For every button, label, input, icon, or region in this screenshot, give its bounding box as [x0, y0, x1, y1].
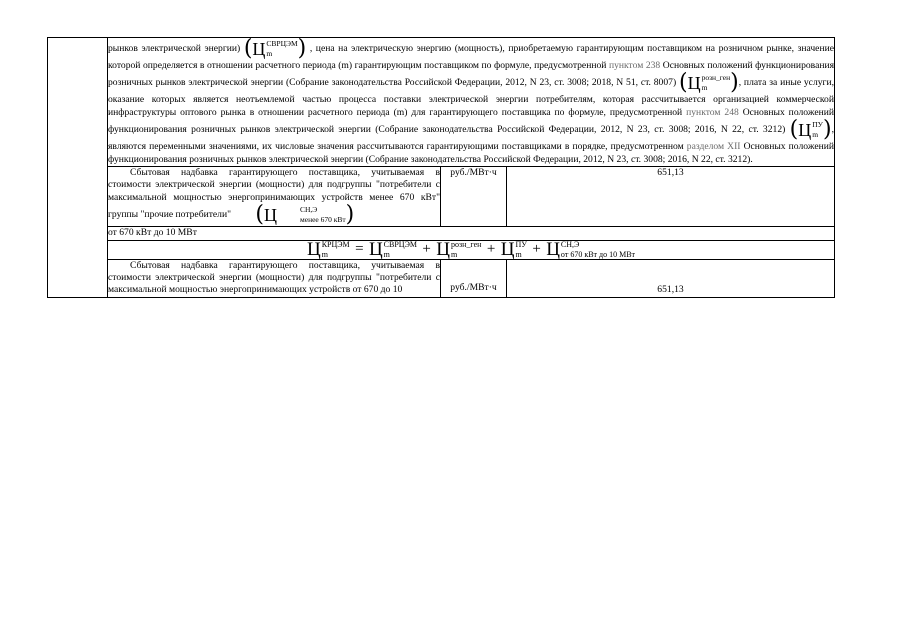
row1-description-cell: [108, 167, 441, 227]
link-point-248[interactable]: пунктом 248: [686, 106, 739, 118]
price-rozn-gen-symbol: (Ц розн_ген m ): [678, 70, 739, 96]
explanation-text-6: , являются переменными значениями, их числовые значения рассчитываются гарантирующими поставщиками в порядке, предусмотренном: [108, 124, 834, 153]
row1-description: Сбытовая надбавка гарантирующего поставщика, учитываемая в стоимости электрической энергии (мощности) для подгруппы "потребители с максимальной мощностью энергопринимающих устройств менее 670 кВт" группы "прочие потребители": [108, 167, 440, 221]
explanation-paragraph: [108, 38, 834, 166]
row1-unit: руб./МВт·ч: [441, 167, 507, 227]
row2-description: Сбытовая надбавка гарантирующего поставщика, учитываемая в стоимости электрической энергии (мощности) для подгруппы "потребители с максимальной мощностью энергопринимающих устройств от 670 до 10: [108, 259, 440, 296]
explanation-text-1: рынков электрической энергии): [108, 43, 241, 55]
markup-under-670-symbol: (Ц СН,Э менее 670 кВт ): [255, 202, 355, 228]
row2-value: 651,13: [507, 259, 835, 297]
explanation-text-2: , цена на электрическую энергию (мощность), приобретаемую гарантирующим поставщиком на розничном рынке, значение которой определяется в отношении расчетного периода (m) гарантирующим поставщиком по формуле, предусмотренной: [108, 43, 834, 71]
explanation-text-7: Основных положений функционирования розничных рынков электрической энергии (Собрание законодательства Российской Федерации, 2012, N 23, ст. 3008; 2016, N 22, ст. 3212).: [108, 141, 834, 165]
formula: Ц КРЦЭМ m = Ц СВРЦЭМ m + Ц розн_ген m + Ц ПУ m + Ц СН,Э от 670 кВт до 10 МВт: [306, 238, 636, 260]
table-row-explanation: [48, 38, 835, 167]
table-row-markup-670-10: [48, 259, 835, 297]
explanation-text-4: , плата за иные услуги, оказание которых является неотъемлемой частью процесса поставки электрической энергии потребителям, которая рассчитывается организацией коммерческой инфраструктуры оптового рынка в отношении расчетного периода (m) для гарантирующего поставщика по формуле, предусмотренной: [108, 77, 834, 118]
formula-cell: [108, 240, 835, 259]
table-row-formula: [48, 240, 835, 259]
row2-description-cell: [108, 259, 441, 297]
table-row-markup-under-670: [48, 167, 835, 227]
price-pu-symbol: (Ц ПУ m ): [789, 117, 832, 143]
tariff-table: [47, 37, 835, 298]
row1-value: 651,13: [507, 167, 835, 227]
row2-unit: руб./МВт·ч: [441, 259, 507, 297]
number-column-cell: [48, 38, 108, 298]
explanation-text-3: Основных положений функционирования розничных рынков электрической энергии (Собрание законодательства Российской Федерации, 2012, N 23, ст. 3008; 2018, N 51, ст. 8007): [108, 60, 835, 89]
link-section-xii[interactable]: разделом XII: [686, 141, 741, 153]
subheading-670-10: от 670 кВт до 10 МВт: [108, 227, 835, 240]
explanation-cell: [108, 38, 835, 167]
price-svrcem-symbol: (Ц СВРЦЭМ m ): [243, 36, 307, 61]
explanation-text-5: Основных положений функционирования розничных рынков электрической энергии (Собрание законодательства Российской Федерации, 2012, N 23, ст. 3008; 2016, N 22, ст. 3212): [108, 106, 834, 136]
link-point-238[interactable]: пунктом 238: [608, 60, 661, 71]
